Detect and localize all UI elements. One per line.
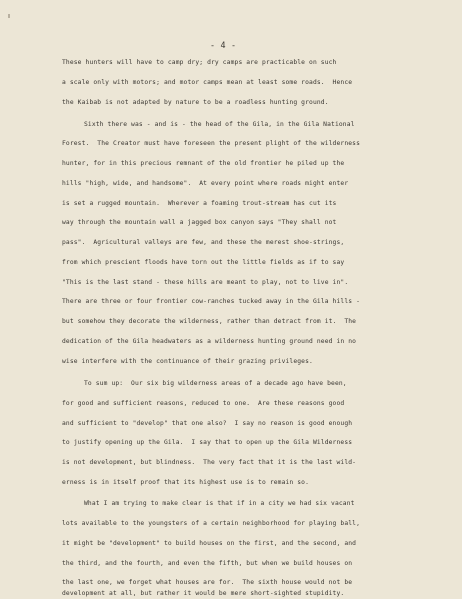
text-line: way through the mountain wall a jagged box canyon says "They shall not	[62, 219, 337, 226]
text-line: What I am trying to make clear is that if in a city we had six vacant	[84, 500, 355, 507]
text-line: the Kaibab is not adapted by nature to be a roadless hunting ground.	[62, 99, 329, 106]
text-line: hunter, for in this precious remnant of the old frontier he piled up the	[62, 160, 345, 167]
text-line: is set a rugged mountain. Wherever a foaming trout-stream has cut its	[62, 200, 337, 207]
text-line: for good and sufficient reasons, reduced to one. Are these reasons good	[62, 400, 345, 407]
text-line: from which prescient floods have torn out the little fields as if to say	[62, 259, 345, 266]
text-line: Sixth there was - and is - the head of the Gila, in the Gila National	[84, 121, 355, 128]
text-line: "This is the last stand - these hills are meant to play, not to live in".	[62, 279, 349, 286]
text-line: but somehow they decorate the wilderness, rather than detract from it. The	[62, 318, 357, 325]
paper-mark	[8, 14, 10, 18]
text-line: the last one, we forget what houses are for. The sixth house would not be	[62, 579, 353, 586]
text-line: hills "high, wide, and handsome". At every point where roads might enter	[62, 180, 349, 187]
text-line: To sum up: Our six big wilderness areas of a decade ago have been,	[84, 380, 347, 387]
text-line: and sufficient to "develop" that one also? I say no reason is good enough	[62, 420, 353, 427]
text-line: the third, and the fourth, and even the fifth, but when we build houses on	[62, 560, 353, 567]
text-line: a scale only with motors; and motor camps mean at least some roads. Hence	[62, 79, 353, 86]
page-number: - 4 -	[210, 40, 237, 50]
text-line: These hunters will have to camp dry; dry camps are practicable on such	[62, 59, 337, 66]
text-line: wise interfere with the continuance of their grazing privileges.	[62, 358, 313, 365]
text-line: erness is in itself proof that its highest use is to remain so.	[62, 479, 310, 486]
text-line: There are three or four frontier cow-ranches tucked away in the Gila hills -	[62, 298, 360, 305]
text-line: development at all, but rather it would be mere short-sighted stupidity.	[62, 590, 345, 597]
text-line: to justify opening up the Gila. I say that to open up the Gila Wilderness	[62, 439, 353, 446]
text-line: lots available to the youngsters of a certain neighborhood for playing ball,	[62, 520, 360, 527]
text-line: is not development, but blindness. The very fact that it is the last wild-	[62, 459, 357, 466]
text-line: dedication of the Gila headwaters as a wilderness hunting ground need in no	[62, 338, 357, 345]
text-line: Forest. The Creator must have foreseen the present plight of the wilderness	[62, 140, 360, 147]
text-line: pass". Agricultural valleys are few, and these the merest shoe-strings,	[62, 239, 345, 246]
text-line: it might be "development" to build houses on the first, and the second, and	[62, 540, 357, 547]
